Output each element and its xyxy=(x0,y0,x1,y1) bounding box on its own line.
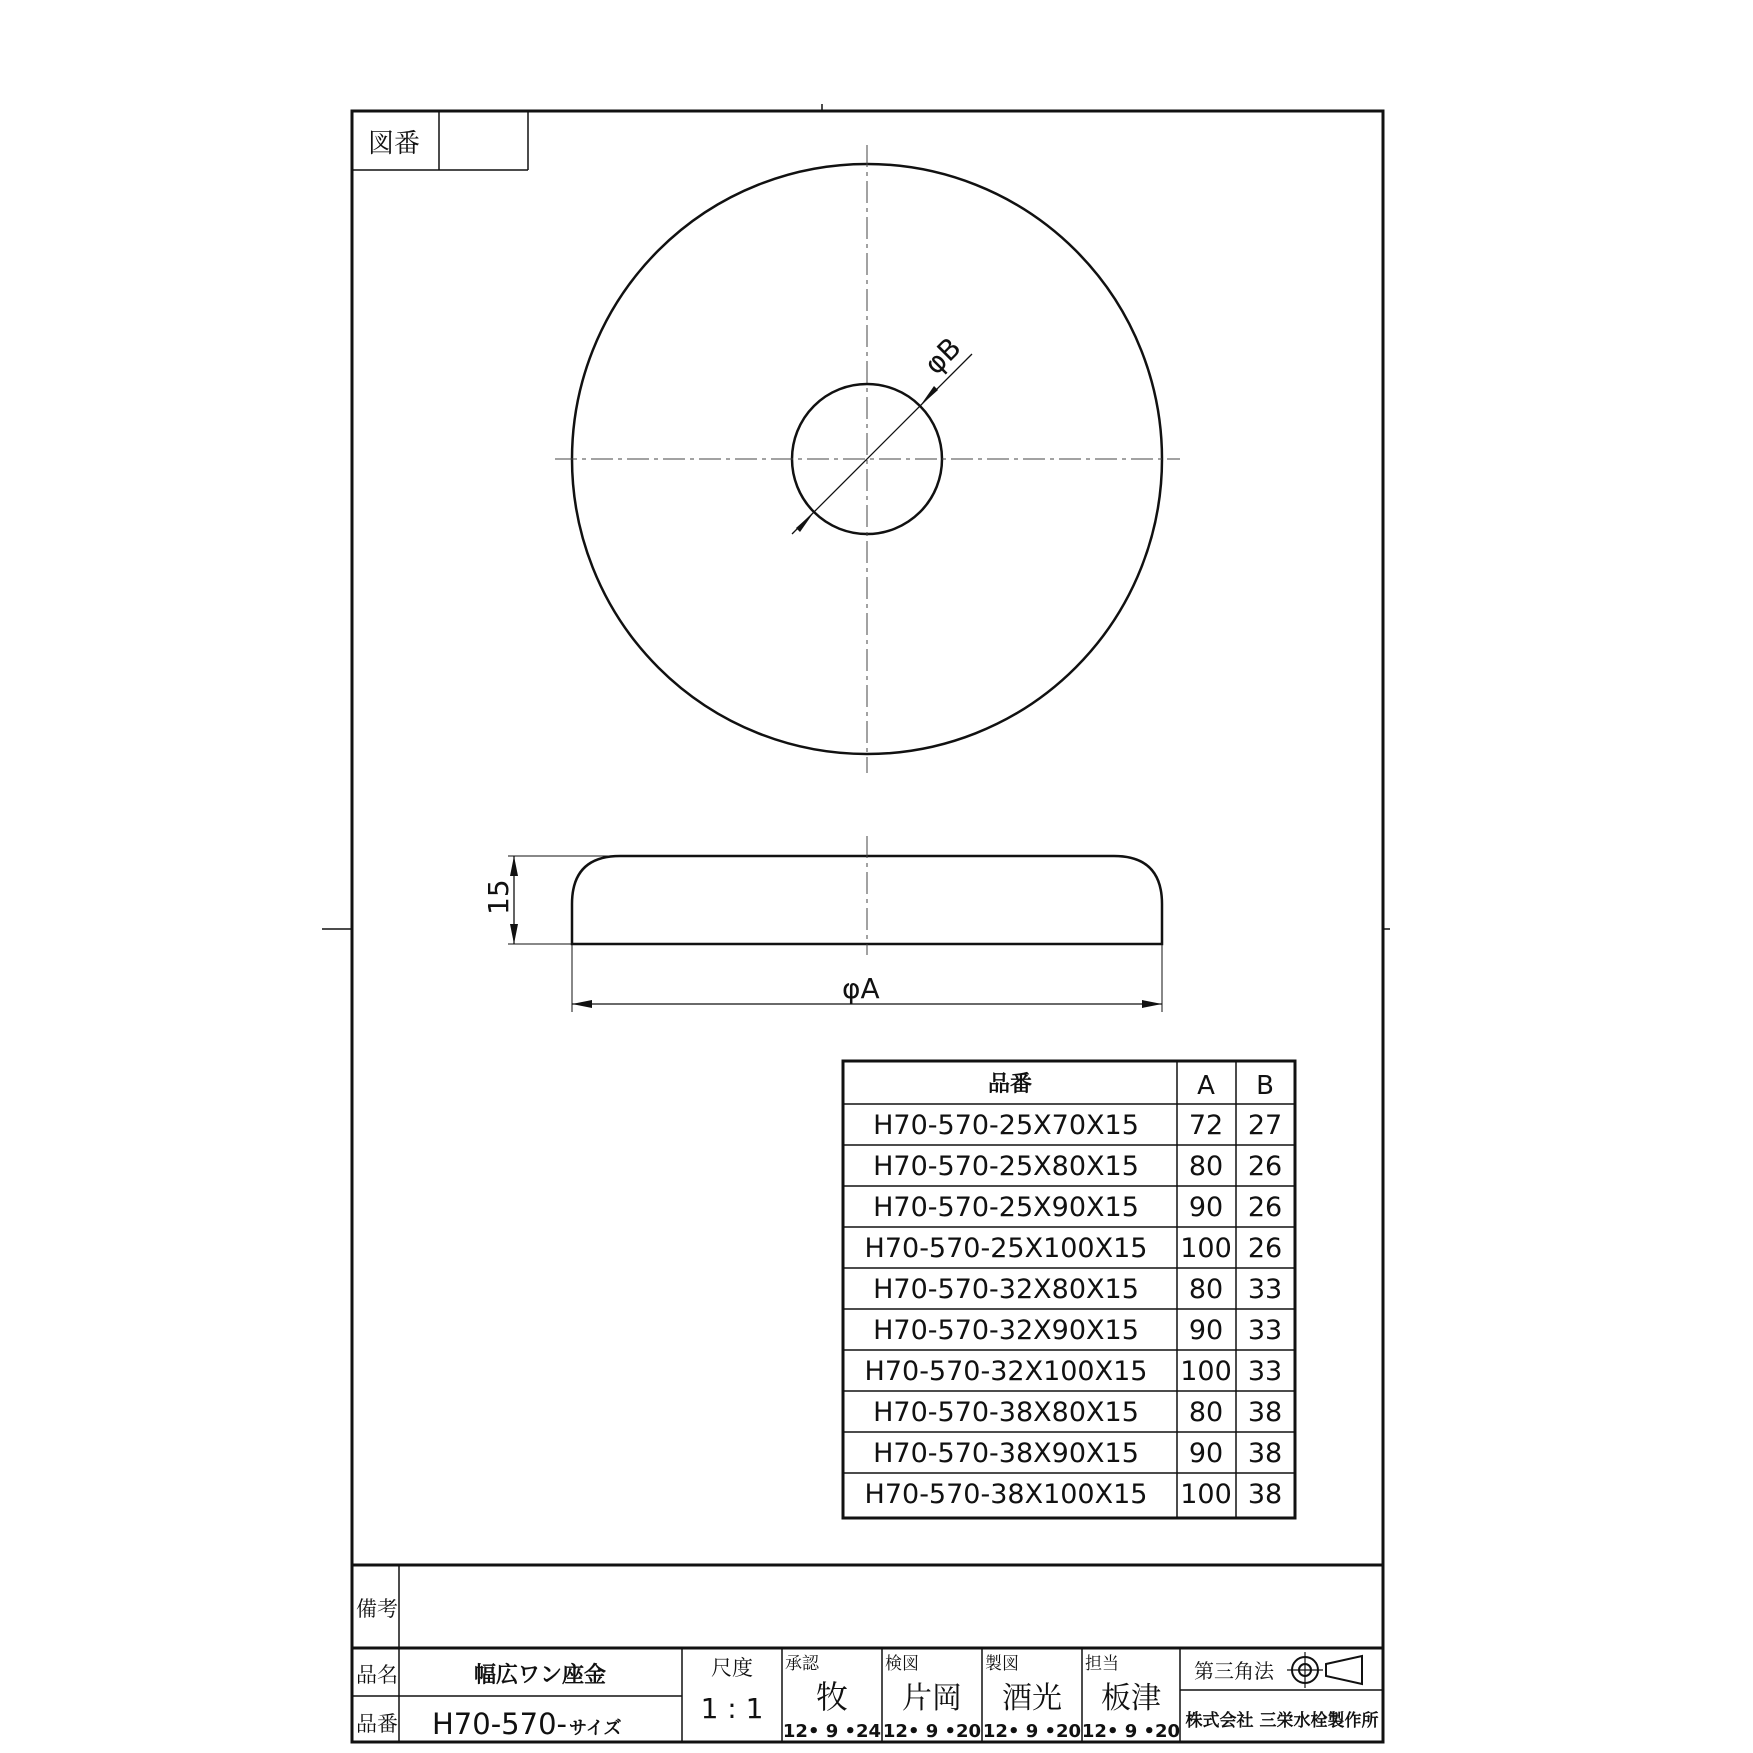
table-row xyxy=(873,1315,1282,1346)
size-table xyxy=(843,1061,1295,1518)
svg-text:H70-570-25X90X15: H70-570-25X90X15 xyxy=(873,1192,1139,1223)
svg-text:27: 27 xyxy=(1247,1110,1283,1141)
check-name: 片岡 xyxy=(902,1681,962,1716)
svg-text:80: 80 xyxy=(1188,1274,1224,1305)
in-charge-label: 担当 xyxy=(1085,1654,1119,1674)
hole-dimension-arrow-upper xyxy=(920,386,938,406)
svg-text:38: 38 xyxy=(1247,1397,1283,1428)
table-row xyxy=(865,1479,1283,1510)
svg-text:80: 80 xyxy=(1188,1397,1224,1428)
height-arrow-bottom xyxy=(510,924,518,944)
svg-text:H70-570-25X80X15: H70-570-25X80X15 xyxy=(873,1151,1139,1182)
hole-dimension-arrow-lower xyxy=(796,512,814,532)
svg-text:33: 33 xyxy=(1247,1274,1283,1305)
svg-text:90: 90 xyxy=(1188,1192,1224,1223)
scale-label: 尺度 xyxy=(711,1656,753,1680)
approval-label: 承認 xyxy=(785,1654,819,1674)
table-row xyxy=(865,1233,1283,1264)
svg-text:90: 90 xyxy=(1188,1315,1224,1346)
projection-label: 第三角法 xyxy=(1194,1659,1274,1683)
svg-text:90: 90 xyxy=(1188,1438,1224,1469)
svg-text:100: 100 xyxy=(1180,1233,1232,1264)
width-arrow-left xyxy=(572,1000,592,1008)
table-row xyxy=(873,1438,1282,1469)
in-charge-name: 板津 xyxy=(1101,1681,1161,1716)
svg-text:H70-570-32X80X15: H70-570-32X80X15 xyxy=(873,1274,1139,1305)
table-row xyxy=(873,1274,1282,1305)
svg-text:26: 26 xyxy=(1247,1151,1283,1182)
svg-text:33: 33 xyxy=(1247,1356,1283,1387)
company-name: 株式会社 三栄水栓製作所 xyxy=(1185,1711,1379,1731)
svg-text:26: 26 xyxy=(1247,1233,1283,1264)
svg-text:38: 38 xyxy=(1247,1438,1283,1469)
in-charge-date: 12• 9 •20 xyxy=(1081,1721,1181,1742)
outer-diameter-label: φA xyxy=(842,972,880,1005)
svg-text:H70-570-38X80X15: H70-570-38X80X15 xyxy=(873,1397,1139,1428)
check-label: 検図 xyxy=(885,1654,919,1674)
approval-date: 12• 9 •24 xyxy=(782,1721,882,1742)
svg-text:H70-570-25X100X15: H70-570-25X100X15 xyxy=(864,1233,1148,1264)
table-row xyxy=(873,1192,1282,1223)
width-arrow-right xyxy=(1142,1000,1162,1008)
product-name-value: 幅広ワン座金 xyxy=(473,1663,607,1688)
table-header-part: 品番 xyxy=(987,1072,1033,1097)
svg-text:H70-570-25X70X15: H70-570-25X70X15 xyxy=(873,1110,1139,1141)
product-number-value: H70-570- サイズ xyxy=(432,1707,622,1741)
remarks-label: 備考 xyxy=(356,1597,398,1621)
product-number-label: 品番 xyxy=(356,1712,398,1736)
svg-text:72: 72 xyxy=(1188,1110,1224,1141)
check-date: 12• 9 •20 xyxy=(882,1721,982,1742)
table-row xyxy=(873,1110,1282,1141)
side-view xyxy=(482,836,1162,1012)
title-block xyxy=(352,1565,1383,1742)
table-row xyxy=(873,1397,1282,1428)
svg-text:80: 80 xyxy=(1188,1151,1224,1182)
drawing-number-box xyxy=(352,111,528,170)
svg-text:H70-570-38X90X15: H70-570-38X90X15 xyxy=(873,1438,1139,1469)
drafting-label: 製図 xyxy=(985,1654,1019,1674)
svg-text:33: 33 xyxy=(1247,1315,1283,1346)
svg-text:38: 38 xyxy=(1247,1479,1283,1510)
height-arrow-top xyxy=(510,856,518,876)
drawing-number-label: 図番 xyxy=(368,129,421,159)
approval-name: 牧 xyxy=(815,1678,849,1716)
table-header-a: A xyxy=(1197,1071,1215,1101)
drafting-name: 酒光 xyxy=(1002,1681,1062,1716)
hole-diameter-label: φB xyxy=(917,330,968,381)
product-name-label: 品名 xyxy=(356,1663,398,1687)
hole-dimension-line xyxy=(792,354,972,534)
height-label: 15 xyxy=(482,879,515,915)
table-row xyxy=(865,1356,1283,1387)
scale-value: 1 : 1 xyxy=(700,1692,764,1725)
svg-text:H70-570-32X100X15: H70-570-32X100X15 xyxy=(864,1356,1148,1387)
table-header-b: B xyxy=(1256,1071,1274,1101)
drafting-date: 12• 9 •20 xyxy=(982,1721,1082,1742)
svg-text:26: 26 xyxy=(1247,1192,1283,1223)
product-number-suffix: サイズ xyxy=(569,1718,622,1739)
third-angle-projection-icon xyxy=(1287,1652,1362,1688)
svg-text:100: 100 xyxy=(1180,1356,1232,1387)
top-view xyxy=(555,145,1180,773)
table-row xyxy=(873,1151,1282,1182)
svg-text:H70-570-38X100X15: H70-570-38X100X15 xyxy=(864,1479,1148,1510)
svg-text:100: 100 xyxy=(1180,1479,1232,1510)
svg-text:H70-570-32X90X15: H70-570-32X90X15 xyxy=(873,1315,1139,1346)
